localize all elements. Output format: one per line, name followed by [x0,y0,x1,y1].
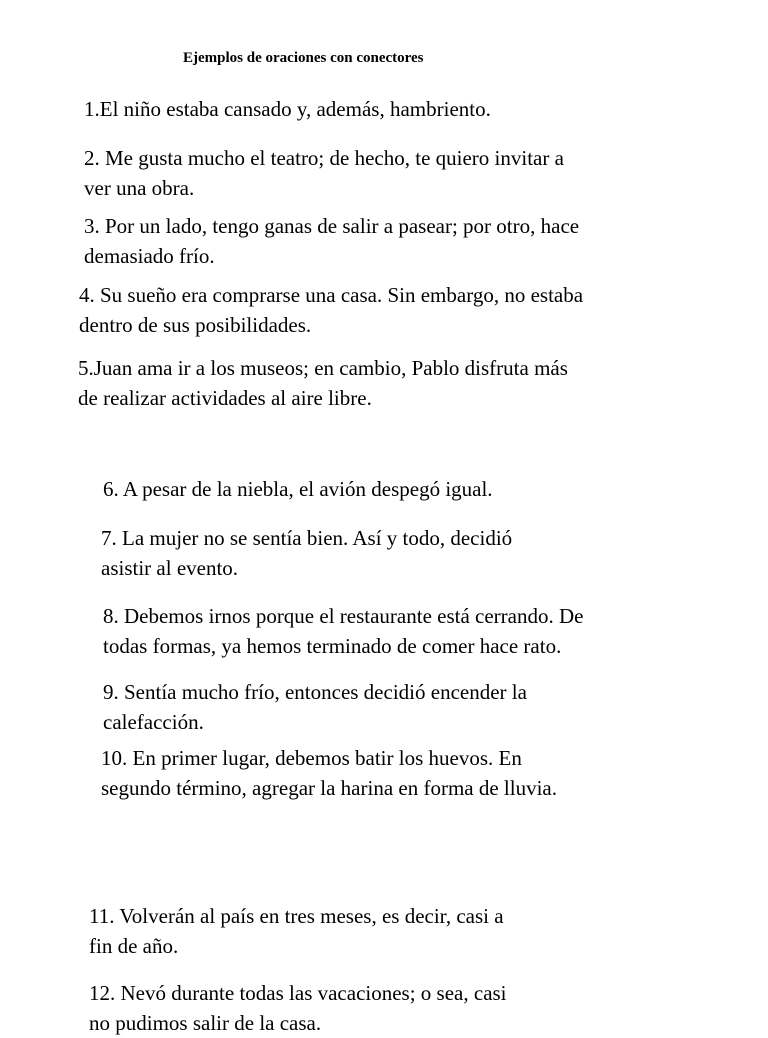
sentence-line: demasiado frío. [84,244,215,268]
sentence-line: de realizar actividades al aire libre. [78,386,372,410]
sentence-5 [78,353,568,413]
sentence-line: calefacción. [103,710,204,734]
sentence-6 [103,474,493,504]
sentence-4 [79,280,583,340]
sentence-line: dentro de sus posibilidades. [79,313,312,337]
sentence-line: no pudimos salir de la casa. [89,1011,322,1035]
sentence-10 [101,743,557,803]
sentence-line: segundo término, agregar la harina en forma de lluvia. [101,776,557,800]
sentence-line: 3. Por un lado, tengo ganas de salir a pasear; por otro, hace [84,214,580,238]
sentence-line: 5.Juan ama ir a los museos; en cambio, Pablo disfruta más [78,356,568,380]
page-title: Ejemplos de oraciones con conectores [183,50,424,66]
sentence-line: 4. Su sueño era comprarse una casa. Sin embargo, no estaba [79,283,584,307]
sentence-1 [84,94,491,124]
sentence-line: 7. La mujer no se sentía bien. Así y todo, decidió [101,526,513,550]
sentence-line: 8. Debemos irnos porque el restaurante está cerrando. De [103,604,584,628]
sentence-line: 12. Nevó durante todas las vacaciones; o sea, casi [89,981,507,1005]
sentence-line: 11. Volverán al país en tres meses, es decir, casi a [89,904,504,928]
sentence-line: 6. A pesar de la niebla, el avión despegó igual. [103,477,493,501]
sentence-3 [84,211,579,271]
sentence-7 [101,523,512,583]
sentence-line: 9. Sentía mucho frío, entonces decidió encender la [103,680,527,704]
sentence-line: 10. En primer lugar, debemos batir los huevos. En [101,746,522,770]
sentence-line: fin de año. [89,934,179,958]
sentence-11 [89,901,504,961]
sentence-line: todas formas, ya hemos terminado de comer hace rato. [103,634,562,658]
sentence-2 [84,143,564,203]
sentence-12 [89,978,507,1038]
sentence-line: 1.El niño estaba cansado y, además, hambriento. [84,97,491,121]
sentence-8 [103,601,583,661]
sentence-line: 2. Me gusta mucho el teatro; de hecho, te quiero invitar a [84,146,564,170]
sentence-line: ver una obra. [84,176,195,200]
sentence-line: asistir al evento. [101,556,239,580]
sentence-9 [103,677,527,737]
